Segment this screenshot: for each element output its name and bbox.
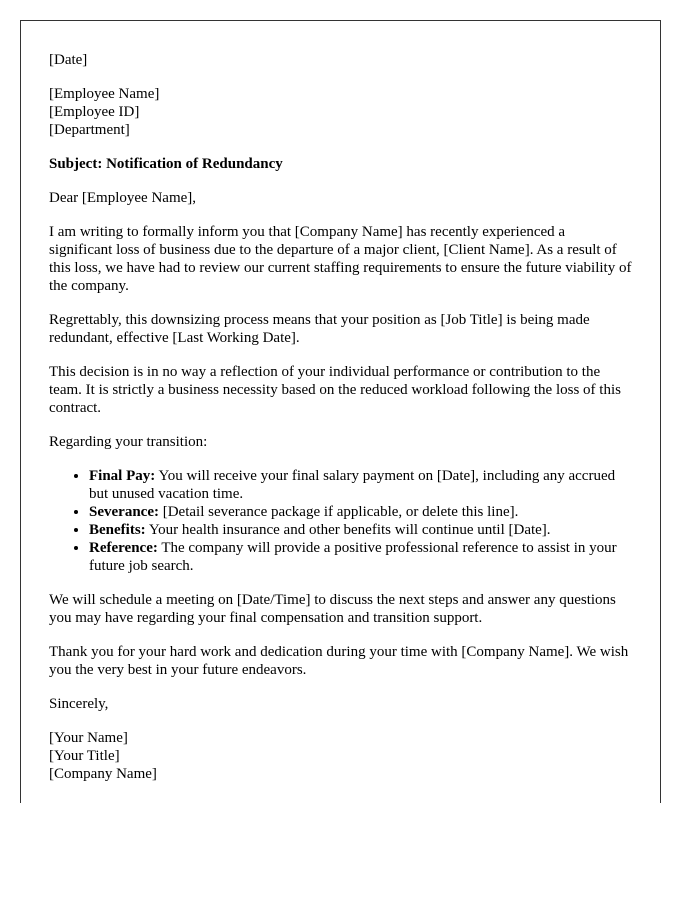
letter-date: [Date] xyxy=(49,52,88,68)
letter-subject xyxy=(49,155,632,173)
item-text: Your health insurance and other benefits will continue until [Date]. xyxy=(145,522,551,538)
item-label: Reference: xyxy=(89,540,158,556)
body-paragraph: Regarding your transition: xyxy=(49,434,208,450)
item-label: Final Pay: xyxy=(89,468,156,484)
item-label: Severance: xyxy=(89,504,159,520)
signer-title: [Your Title] xyxy=(49,748,120,764)
list-item-benefits xyxy=(89,521,632,539)
list-item-reference xyxy=(89,539,632,575)
signer-name: [Your Name] xyxy=(49,730,128,746)
recipient-id: [Employee ID] xyxy=(49,104,140,120)
salutation: Dear [Employee Name], xyxy=(49,190,197,206)
body-paragraph: Regrettably, this downsizing process means that your position as [Job Title] is being made redundant, effective [Last Working Date]. xyxy=(49,312,590,346)
closing-paragraph: Thank you for your hard work and dedication during your time with [Company Name]. We wish you the very best in your future endeavors. xyxy=(49,644,629,678)
letter-page xyxy=(20,20,661,803)
item-text: The company will provide a positive professional reference to assist in your future job search. xyxy=(89,540,617,574)
signer-company: [Company Name] xyxy=(49,766,157,782)
body-paragraph: I am writing to formally inform you that [Company Name] has recently experienced a significant loss of business due to the departure of a major client, [Client Name]. As a result of this loss, we have had to review our current staffing requirements to ensure the future viability of the company. xyxy=(49,224,632,294)
recipient-name: [Employee Name] xyxy=(49,86,160,102)
recipient-department: [Department] xyxy=(49,122,130,138)
closing-paragraph: We will schedule a meeting on [Date/Time] to discuss the next steps and answer any questions you may have regarding your final compensation and transition support. xyxy=(49,592,616,626)
signoff: Sincerely, xyxy=(49,696,109,712)
recipient-block xyxy=(49,85,632,139)
item-label: Benefits: xyxy=(89,522,146,538)
list-item-final-pay xyxy=(89,467,632,503)
list-item-severance xyxy=(89,503,632,521)
transition-list xyxy=(49,467,632,575)
signature-block xyxy=(49,729,632,783)
item-text: You will receive your final salary payment on [Date], including any accrued but unused vacation time. xyxy=(89,468,616,502)
body-paragraph: This decision is in no way a reflection of your individual performance or contribution to the team. It is strictly a business necessity based on the reduced workload following the loss of this contract. xyxy=(49,364,621,416)
item-text: [Detail severance package if applicable, or delete this line]. xyxy=(158,504,519,520)
subject-text: Subject: Notification of Redundancy xyxy=(49,156,283,172)
